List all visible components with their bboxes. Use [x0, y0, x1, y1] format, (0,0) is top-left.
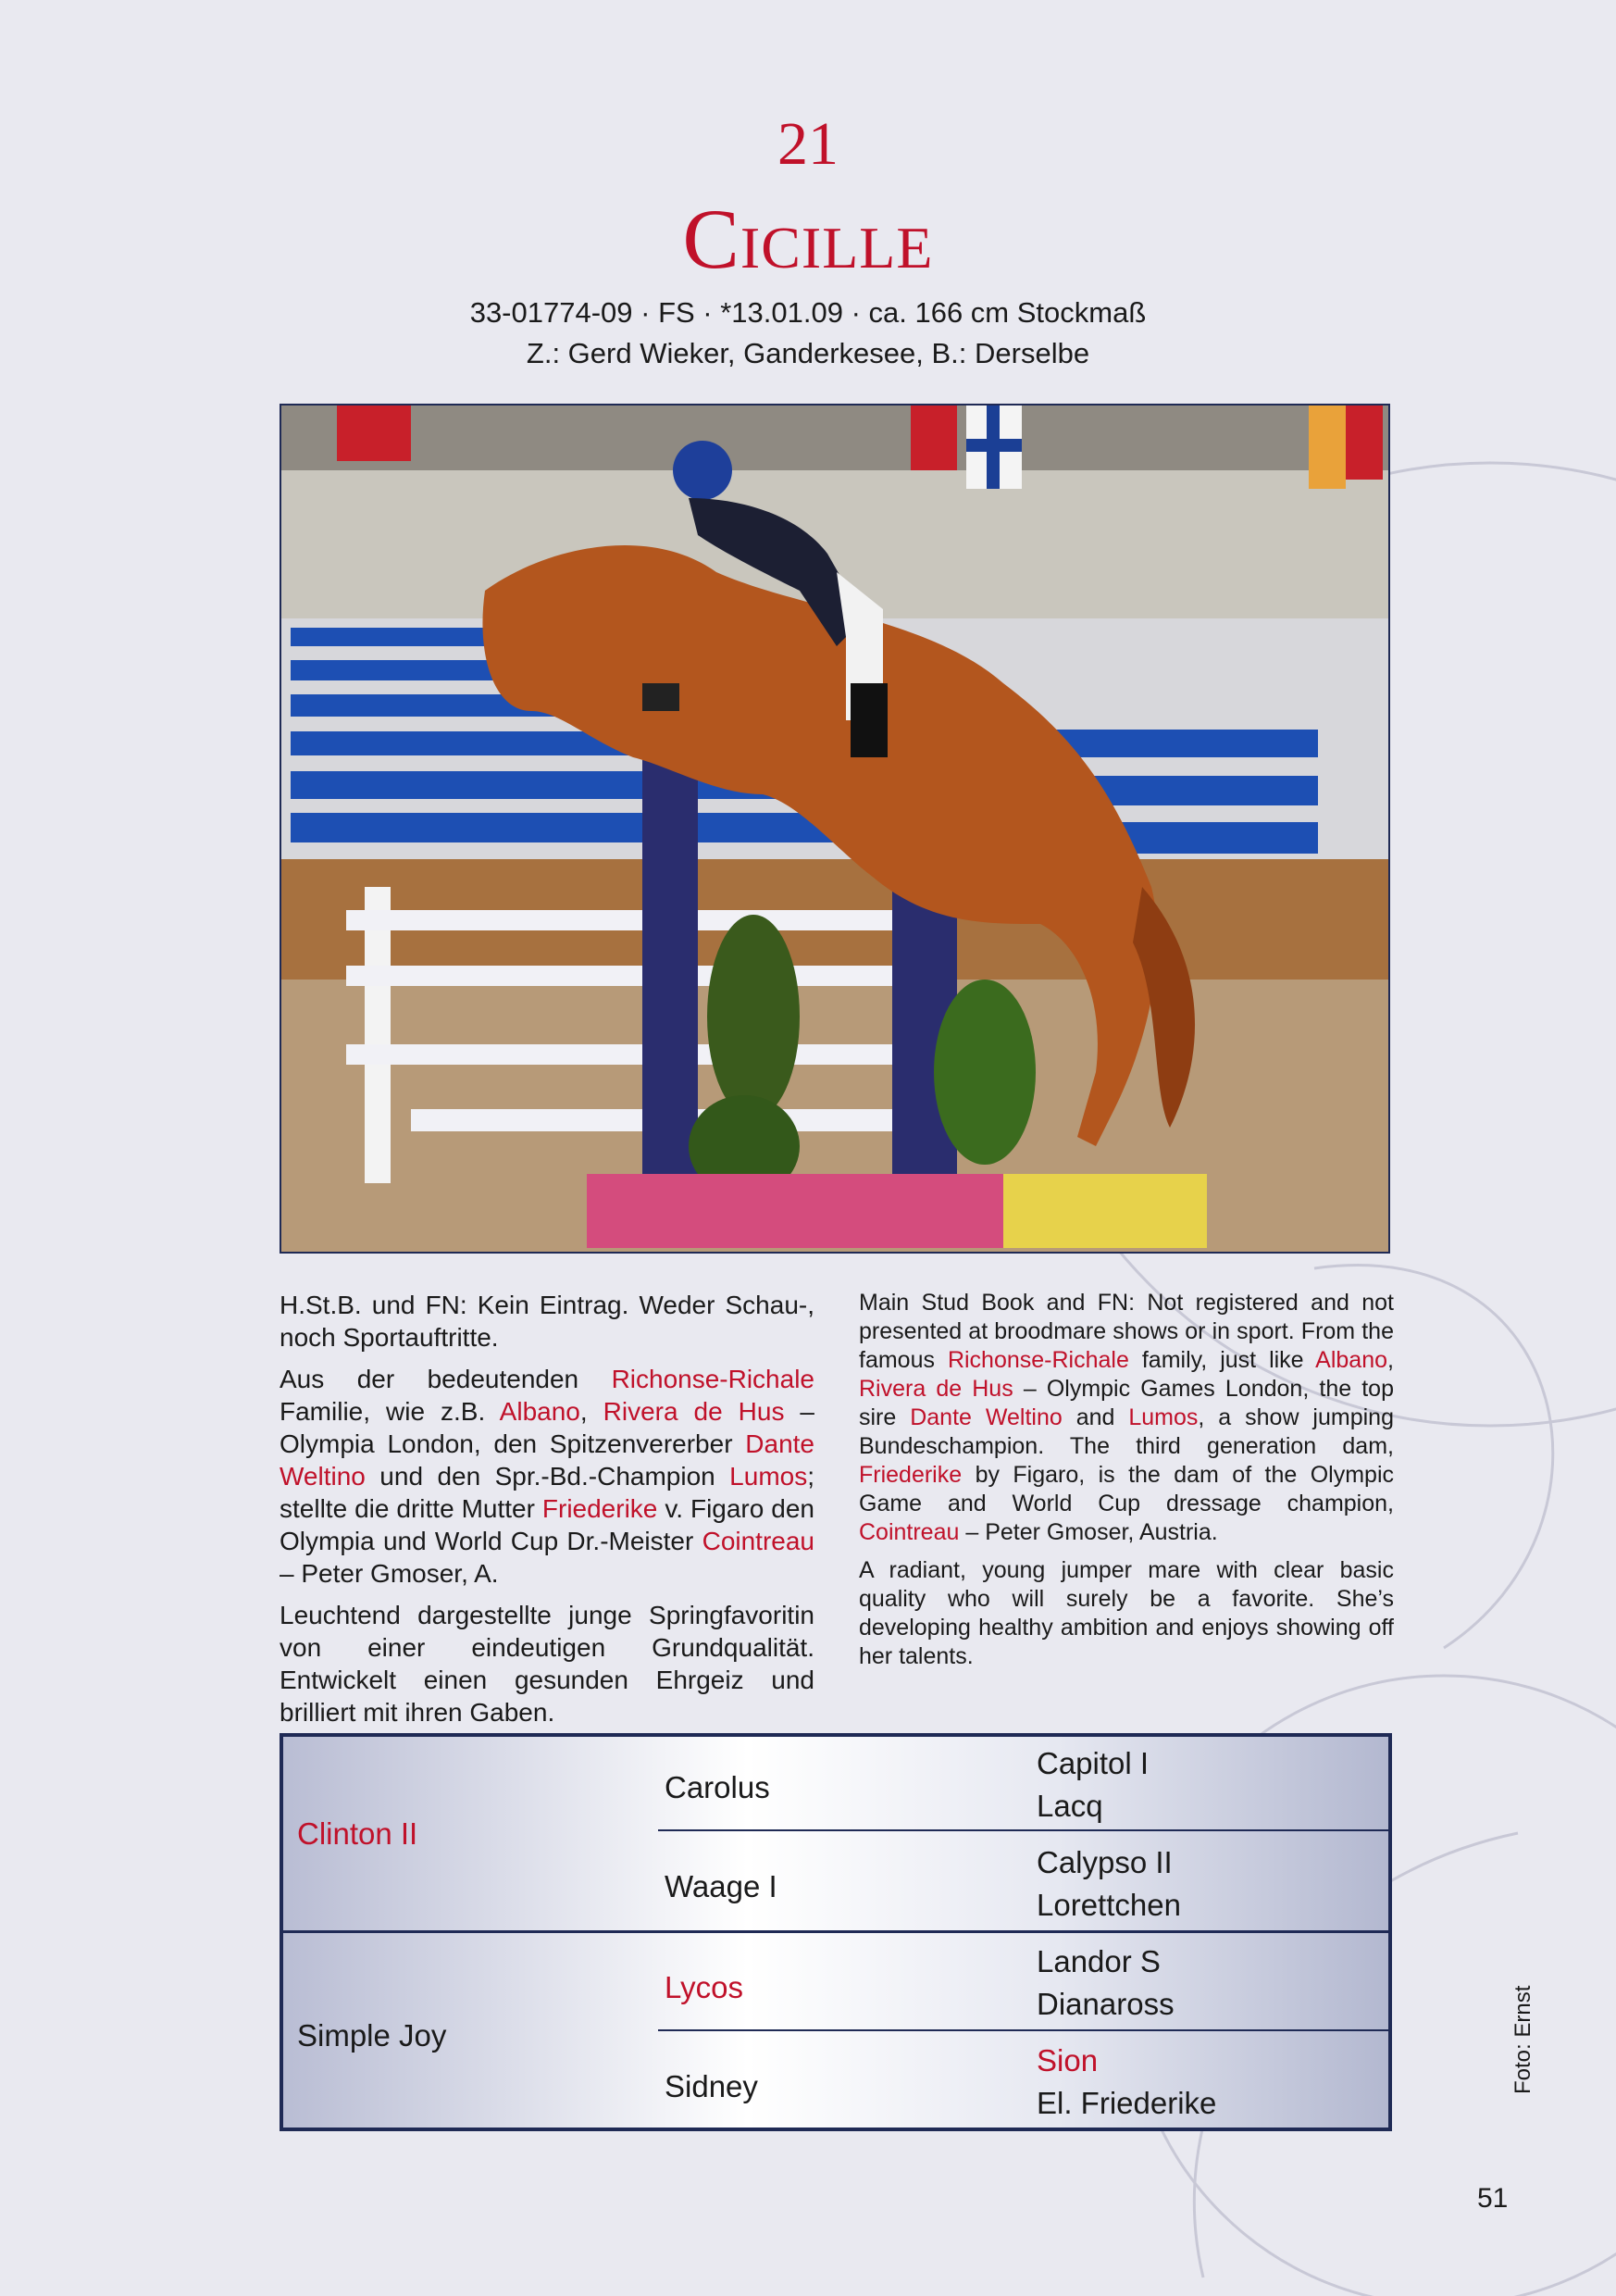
pedigree-g3-1: Capitol I	[1037, 1746, 1150, 1780]
pedigree-divider	[283, 1930, 1388, 1933]
pedigree-g3-3: Calypso II	[1037, 1845, 1173, 1879]
highlight-name: Lumos	[1128, 1404, 1199, 1430]
pedigree-g3-5: Landor S	[1037, 1944, 1161, 1978]
horse-jumping-photo	[280, 404, 1390, 1254]
photo-credit: Foto: Ernst	[1510, 1985, 1535, 2094]
highlight-name: Albano	[499, 1397, 580, 1426]
highlight-name: Cointreau	[859, 1519, 960, 1545]
highlight-name: Richonse-Richale	[947, 1347, 1129, 1373]
paragraph-family-de: Aus der bedeutenden Richonse-Richale Familie, wie z.B. Albano, Rivera de Hus – Olympia London, den Spitzenvererber Dante Weltino und den Spr.-Bd.-Champion Lumos; stellte die dritte Mutter Friederike v. Figaro den Olympia und World Cup Dr.-Meister Cointreau – Peter Gmoser, A.	[280, 1365, 814, 1588]
description-german	[280, 1289, 814, 1738]
pedigree-dam: Simple Joy	[297, 2018, 447, 2053]
pedigree-divider	[658, 1829, 1388, 1831]
pedigree-divider	[658, 2029, 1388, 2031]
highlight-name: Cointreau	[702, 1527, 814, 1555]
pedigree-sire-sire: Carolus	[665, 1770, 770, 1804]
horse-name: Cicille	[682, 192, 934, 286]
highlight-name: Rivera de Hus	[859, 1376, 1013, 1402]
pedigree-g3-2: Lacq	[1037, 1789, 1103, 1823]
highlight-name: Dante Weltino	[910, 1404, 1063, 1430]
lot-number: 21	[777, 110, 839, 178]
pedigree-g3-8: El. Friederike	[1037, 2086, 1217, 2120]
pedigree-dam-dam: Sidney	[665, 2069, 758, 2103]
paragraph-assessment-de: Leuchtend dargestellte junge Springfavoritin von einer eindeutigen Grundqualität. Entwickelt einen gesunden Ehrgeiz und brilliert mit ihren Gaben.	[280, 1601, 814, 1727]
page-number: 51	[1477, 2183, 1509, 2214]
highlight-name: Albano	[1315, 1347, 1388, 1373]
pedigree-sire: Clinton II	[297, 1816, 418, 1851]
pedigree-g3-7: Sion	[1037, 2043, 1099, 2078]
highlight-name: Richonse-Richale	[611, 1365, 814, 1393]
pedigree-table	[280, 1733, 1392, 2131]
breeder-line: Z.: Gerd Wieker, Ganderkesee, B.: Derselbe	[526, 337, 1090, 369]
paragraph-registration-de: H.St.B. und FN: Kein Eintrag. Weder Schau-, noch Sportauftritte.	[280, 1291, 814, 1352]
paragraph-assessment-en: A radiant, young jumper mare with clear basic quality who will surely be a favorite. She’s developing healthy ambition and enjoys showing off her talents.	[859, 1557, 1394, 1669]
paragraph-family-en: Main Stud Book and FN: Not registered and not presented at broodmare shows or in sport. From the famous Richonse-Richale family, just like Albano, Rivera de Hus – Olympic Games London, the top sire Dante Weltino and Lumos, a show jumping Bundeschampion. The third generation dam, Friederike by Figaro, is the dam of the Olympic Game and World Cup dressage champion, Cointreau – Peter Gmoser, Austria.	[859, 1290, 1394, 1545]
highlight-name: Dante Weltino	[280, 1429, 814, 1491]
highlight-name: Lumos	[729, 1462, 808, 1491]
pedigree-g3-6: Dianaross	[1037, 1987, 1175, 2021]
pedigree-dam-sire: Lycos	[665, 1970, 743, 2004]
highlight-name: Rivera de Hus	[603, 1397, 785, 1426]
highlight-name: Friederike	[859, 1462, 963, 1488]
description-english	[859, 1289, 1394, 1680]
highlight-name: Friederike	[541, 1494, 658, 1523]
pedigree-sire-dam: Waage I	[665, 1869, 777, 1903]
horse-info-line: 33-01774-09 · FS · *13.01.09 · ca. 166 cm Stockmaß	[469, 296, 1147, 329]
pedigree-g3-4: Lorettchen	[1037, 1888, 1181, 1922]
